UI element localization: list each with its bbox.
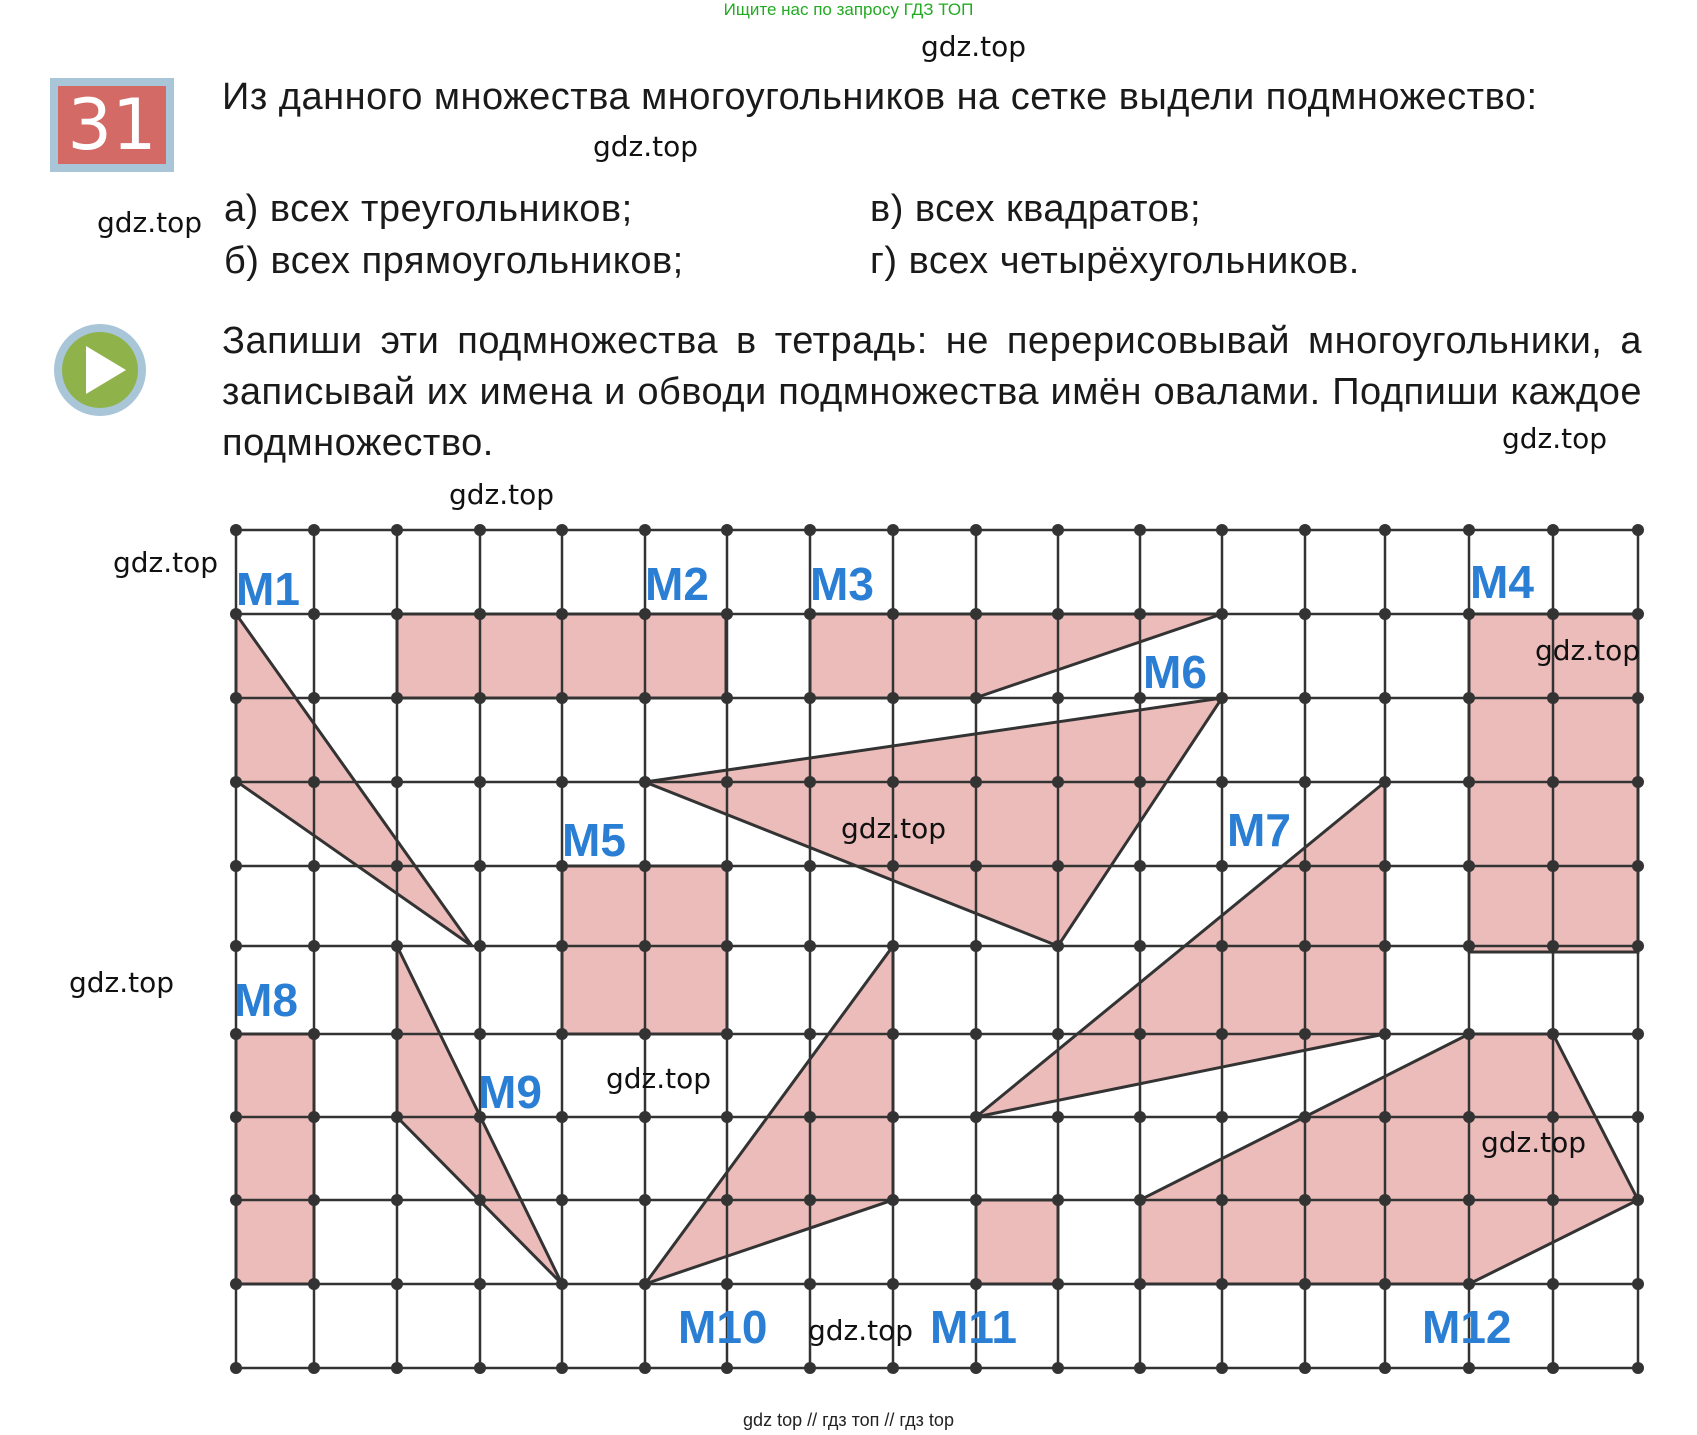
grid-node — [1547, 692, 1559, 704]
grid-node — [556, 940, 568, 952]
grid-node — [308, 1028, 320, 1040]
grid-node — [556, 776, 568, 788]
grid-node — [970, 1194, 982, 1206]
grid-node — [970, 860, 982, 872]
grid-node — [639, 692, 651, 704]
grid-node — [1632, 1111, 1644, 1123]
grid-node — [1216, 1278, 1228, 1290]
grid-node — [1299, 1028, 1311, 1040]
grid-node — [391, 940, 403, 952]
label-m3: M3 — [810, 558, 874, 610]
grid-node — [391, 1194, 403, 1206]
grid-node — [1216, 524, 1228, 536]
grid-node — [1379, 860, 1391, 872]
grid-node — [1134, 1278, 1146, 1290]
grid-node — [1216, 1111, 1228, 1123]
grid-node — [804, 1028, 816, 1040]
grid-node — [230, 860, 242, 872]
grid-node — [1052, 1278, 1064, 1290]
task-number: 31 — [58, 86, 166, 164]
grid-node — [1052, 860, 1064, 872]
grid-node — [1379, 776, 1391, 788]
grid-node — [1547, 860, 1559, 872]
grid-node — [1632, 1028, 1644, 1040]
grid-node — [1299, 692, 1311, 704]
grid-node — [474, 1362, 486, 1374]
grid-node — [308, 1111, 320, 1123]
grid-node — [308, 692, 320, 704]
grid-node — [1299, 1278, 1311, 1290]
grid-node — [804, 1194, 816, 1206]
grid-node — [1216, 608, 1228, 620]
grid-node — [1299, 524, 1311, 536]
grid-node — [1216, 776, 1228, 788]
grid-node — [1379, 692, 1391, 704]
grid-node — [474, 940, 486, 952]
grid-node — [1632, 1278, 1644, 1290]
grid-node — [721, 860, 733, 872]
grid-node — [970, 1362, 982, 1374]
grid-node — [1463, 860, 1475, 872]
grid-node — [556, 1111, 568, 1123]
instruction-text: Из данного множества многоугольников на сетке выдели подмножество: — [222, 76, 1538, 118]
grid-node — [1134, 1362, 1146, 1374]
grid-node — [1547, 608, 1559, 620]
grid-node — [1547, 524, 1559, 536]
grid-node — [1299, 860, 1311, 872]
option-v: в) всех квадратов; — [870, 188, 1201, 230]
grid-node — [721, 1362, 733, 1374]
grid-node — [308, 1362, 320, 1374]
watermark: gdz.top — [69, 966, 175, 999]
grid-node — [1547, 1028, 1559, 1040]
grid-node — [308, 608, 320, 620]
watermark: gdz.top — [593, 130, 699, 163]
grid-node — [1216, 860, 1228, 872]
grid-node — [1463, 940, 1475, 952]
grid-node — [1216, 940, 1228, 952]
grid-node — [1632, 692, 1644, 704]
grid-node — [1299, 1111, 1311, 1123]
grid-node — [556, 1278, 568, 1290]
label-m7: M7 — [1227, 804, 1291, 856]
grid-node — [230, 524, 242, 536]
grid-node — [721, 1278, 733, 1290]
watermark: gdz.top — [808, 1314, 914, 1347]
watermark: gdz.top — [113, 546, 219, 579]
grid-node — [639, 1111, 651, 1123]
grid-node — [804, 1362, 816, 1374]
grid-node — [391, 608, 403, 620]
option-b: б) всех прямоугольников; — [224, 240, 684, 282]
grid-node — [1052, 1111, 1064, 1123]
grid-node — [887, 940, 899, 952]
label-m6: M6 — [1143, 646, 1207, 698]
grid-node — [1632, 1362, 1644, 1374]
grid-node — [1134, 776, 1146, 788]
search-banner: Ищите нас по запросу ГДЗ ТОП — [723, 0, 974, 19]
grid-node — [474, 1194, 486, 1206]
grid-node — [1134, 940, 1146, 952]
grid-node — [391, 692, 403, 704]
grid-node — [1463, 692, 1475, 704]
grid-node — [308, 860, 320, 872]
grid-node — [721, 524, 733, 536]
grid-node — [721, 776, 733, 788]
grid-node — [1134, 1028, 1146, 1040]
label-m2: M2 — [645, 558, 709, 610]
grid-node — [804, 776, 816, 788]
grid-node — [804, 940, 816, 952]
grid-node — [1134, 860, 1146, 872]
grid-node — [230, 1111, 242, 1123]
grid-node — [1547, 940, 1559, 952]
grid-node — [474, 692, 486, 704]
grid-node — [391, 524, 403, 536]
grid-node — [721, 692, 733, 704]
grid-node — [474, 776, 486, 788]
grid-node — [639, 1194, 651, 1206]
grid-node — [1547, 1194, 1559, 1206]
grid-node — [391, 860, 403, 872]
label-m12: M12 — [1422, 1301, 1512, 1353]
grid-node — [804, 1111, 816, 1123]
grid-node — [1463, 1362, 1475, 1374]
grid-node — [1134, 1111, 1146, 1123]
grid-node — [887, 1194, 899, 1206]
grid-node — [1463, 1278, 1475, 1290]
polygon-m8 — [236, 1034, 314, 1284]
grid-node — [1632, 940, 1644, 952]
grid-node — [230, 940, 242, 952]
grid-node — [1052, 608, 1064, 620]
label-m1: M1 — [236, 563, 300, 615]
grid-node — [970, 1278, 982, 1290]
label-m4: M4 — [1470, 556, 1534, 608]
label-m10: M10 — [678, 1301, 768, 1353]
grid-node — [970, 692, 982, 704]
grid-node — [721, 1194, 733, 1206]
grid-node — [1463, 1028, 1475, 1040]
grid-node — [639, 940, 651, 952]
grid-node — [970, 608, 982, 620]
grid-node — [1463, 1111, 1475, 1123]
watermark: gdz.top — [921, 30, 1027, 63]
grid-node — [887, 692, 899, 704]
grid-node — [887, 1278, 899, 1290]
grid-node — [556, 1194, 568, 1206]
grid-node — [1632, 860, 1644, 872]
grid-node — [230, 1362, 242, 1374]
grid-node — [1299, 1362, 1311, 1374]
grid-node — [391, 776, 403, 788]
grid-node — [556, 608, 568, 620]
task-text: Запиши эти подмножества в тетрадь: не перерисовывай многоугольники, а записывай их имена и обводи подмножества имён овалами. Подпиши каждое подмножество. — [222, 320, 1642, 464]
grid-node — [1379, 1278, 1391, 1290]
label-m5: M5 — [562, 814, 626, 866]
grid-node — [721, 1111, 733, 1123]
watermark: gdz.top — [449, 478, 555, 511]
grid-node — [1052, 1362, 1064, 1374]
grid-node — [1632, 1194, 1644, 1206]
grid-node — [391, 1111, 403, 1123]
grid-node — [1216, 1362, 1228, 1374]
grid-node — [1052, 1194, 1064, 1206]
grid-node — [230, 692, 242, 704]
grid-node — [1052, 940, 1064, 952]
option-a: а) всех треугольников; — [224, 188, 633, 230]
grid-node — [474, 1028, 486, 1040]
grid-node — [556, 524, 568, 536]
grid-node — [1052, 776, 1064, 788]
grid-node — [639, 1028, 651, 1040]
grid-node — [1547, 776, 1559, 788]
grid-node — [970, 776, 982, 788]
grid-node — [1547, 1362, 1559, 1374]
polygon-m12 — [1140, 1034, 1638, 1284]
grid-node — [887, 860, 899, 872]
grid-node — [1463, 608, 1475, 620]
label-m9: M9 — [478, 1066, 542, 1118]
grid-node — [1299, 608, 1311, 620]
grid-node — [556, 692, 568, 704]
grid-node — [1216, 1028, 1228, 1040]
grid-node — [308, 1194, 320, 1206]
grid-node — [556, 1362, 568, 1374]
grid-node — [804, 692, 816, 704]
watermark: gdz.top — [606, 1062, 712, 1095]
grid-node — [1379, 1194, 1391, 1206]
watermark: gdz.top — [97, 206, 203, 239]
grid-node — [1547, 1111, 1559, 1123]
grid-node — [639, 1278, 651, 1290]
grid-node — [1379, 1028, 1391, 1040]
grid-node — [1463, 524, 1475, 536]
grid-node — [1463, 1194, 1475, 1206]
grid-node — [308, 940, 320, 952]
grid-node — [474, 1278, 486, 1290]
watermark: gdz.top — [1502, 422, 1608, 455]
grid-node — [639, 860, 651, 872]
grid-node — [1052, 524, 1064, 536]
grid-node — [721, 940, 733, 952]
grid-node — [230, 1028, 242, 1040]
grid-node — [1632, 608, 1644, 620]
grid-node — [970, 1028, 982, 1040]
grid-node — [887, 776, 899, 788]
grid-node — [1134, 1194, 1146, 1206]
grid-node — [887, 1111, 899, 1123]
grid-node — [391, 1278, 403, 1290]
grid-node — [804, 860, 816, 872]
grid-node — [1134, 524, 1146, 536]
grid-node — [1379, 608, 1391, 620]
grid-node — [1299, 776, 1311, 788]
label-m8: M8 — [234, 974, 298, 1026]
grid-node — [474, 524, 486, 536]
grid-node — [1052, 1028, 1064, 1040]
grid-node — [1379, 524, 1391, 536]
grid-node — [1463, 776, 1475, 788]
watermark: gdz.top — [1481, 1126, 1587, 1159]
footer-text: gdz top // гдз топ // гдз top — [743, 1410, 954, 1430]
grid-node — [1379, 1111, 1391, 1123]
grid-node — [230, 776, 242, 788]
polygon-m11 — [976, 1200, 1058, 1284]
grid-node — [391, 1362, 403, 1374]
grid-node — [230, 1194, 242, 1206]
watermark: gdz.top — [841, 812, 947, 845]
grid-node — [1216, 692, 1228, 704]
watermark: gdz.top — [1535, 634, 1641, 667]
grid-node — [1632, 524, 1644, 536]
grid-node — [887, 524, 899, 536]
grid-node — [230, 1278, 242, 1290]
option-g: г) всех четырёхугольников. — [870, 240, 1360, 282]
grid-node — [1379, 940, 1391, 952]
grid-node — [1547, 1278, 1559, 1290]
grid-node — [1379, 1362, 1391, 1374]
grid-node — [1299, 1194, 1311, 1206]
grid-node — [308, 524, 320, 536]
grid-node — [970, 1111, 982, 1123]
grid-node — [804, 1278, 816, 1290]
grid-node — [556, 1028, 568, 1040]
grid-node — [804, 524, 816, 536]
grid-node — [308, 1278, 320, 1290]
grid-node — [474, 608, 486, 620]
grid-node — [721, 608, 733, 620]
grid-node — [308, 776, 320, 788]
grid-node — [391, 1028, 403, 1040]
grid-node — [474, 860, 486, 872]
grid-node — [970, 940, 982, 952]
grid-node — [887, 1028, 899, 1040]
grid-node — [887, 608, 899, 620]
grid-node — [1632, 776, 1644, 788]
grid-node — [1216, 1194, 1228, 1206]
grid-node — [1134, 608, 1146, 620]
grid-node — [1299, 940, 1311, 952]
grid-node — [970, 524, 982, 536]
grid-node — [639, 776, 651, 788]
grid-node — [639, 524, 651, 536]
grid-node — [1052, 692, 1064, 704]
grid-node — [721, 1028, 733, 1040]
label-m11: M11 — [930, 1301, 1017, 1353]
grid-node — [639, 1362, 651, 1374]
grid-node — [887, 1362, 899, 1374]
